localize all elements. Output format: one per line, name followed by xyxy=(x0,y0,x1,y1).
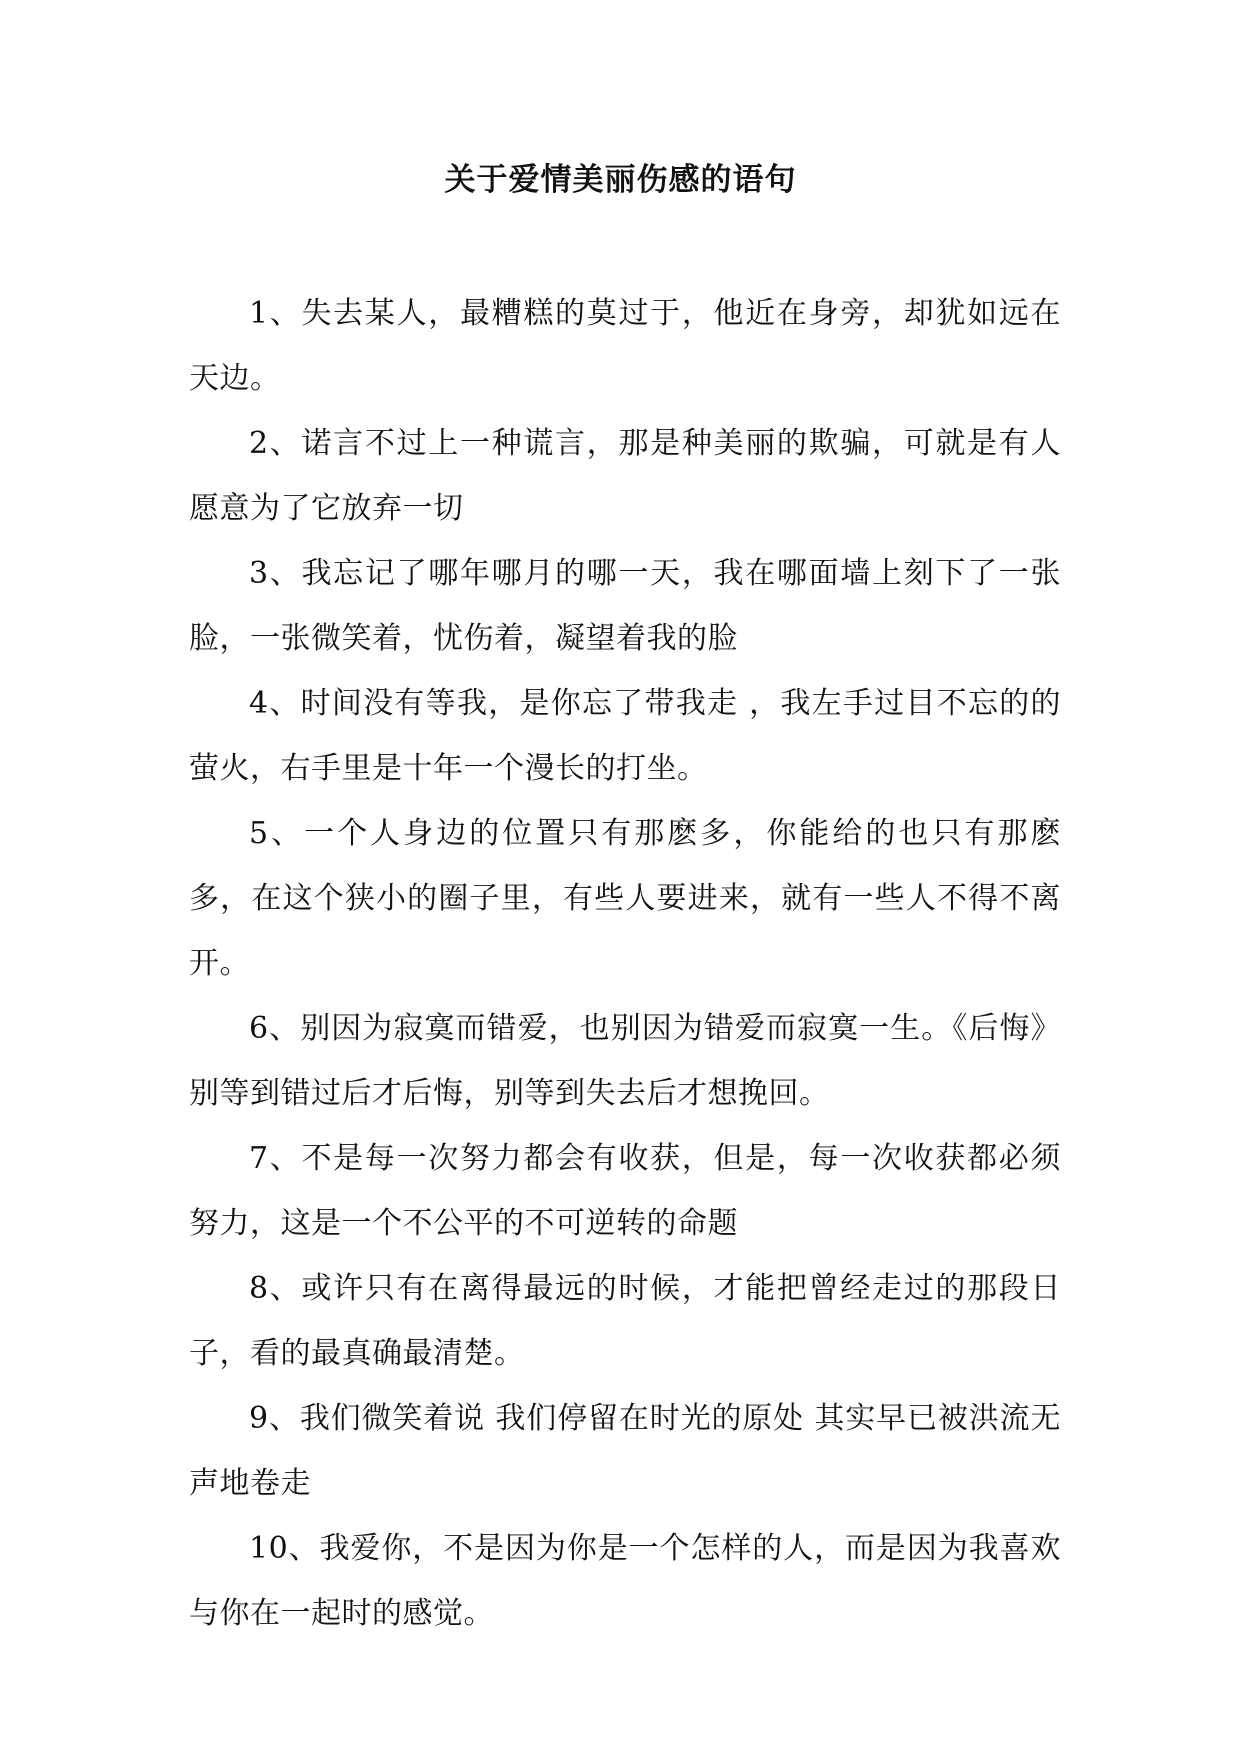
paragraph-5: 5、一个人身边的位置只有那麽多，你能给的也只有那麽多，在这个狭小的圈子里，有些人要进来，就有一些人不得不离开。 xyxy=(189,816,1061,981)
paragraph-9: 9、我们微笑着说 我们停留在时光的原处 其实早已被洪流无声地卷走 xyxy=(189,1401,1061,1501)
document-title: 关于爱情美丽伤感的语句 xyxy=(444,162,797,198)
paragraph-4: 4、时间没有等我，是你忘了带我走 ，我左手过目不忘的的萤火，右手里是十年一个漫长的打坐。 xyxy=(189,686,1061,786)
document-body xyxy=(189,281,1061,1646)
paragraph-2: 2、诺言不过上一种谎言，那是种美丽的欺骗，可就是有人愿意为了它放弃一切 xyxy=(189,426,1061,526)
paragraph-8: 8、或许只有在离得最远的时候，才能把曾经走过的那段日子，看的最真确最清楚。 xyxy=(189,1271,1061,1371)
paragraph-6: 6、别因为寂寞而错爱，也别因为错爱而寂寞一生。《后悔》别等到错过后才后悔，别等到失去后才想挽回。 xyxy=(189,1011,1061,1111)
paragraph-7: 7、不是每一次努力都会有收获，但是，每一次收获都必须努力，这是一个不公平的不可逆转的命题 xyxy=(189,1141,1061,1241)
paragraph-3: 3、我忘记了哪年哪月的哪一天，我在哪面墙上刻下了一张脸，一张微笑着，忧伤着，凝望着我的脸 xyxy=(189,556,1061,656)
paragraph-10: 10、我爱你，不是因为你是一个怎样的人，而是因为我喜欢与你在一起时的感觉。 xyxy=(189,1531,1061,1631)
paragraph-1: 1、失去某人，最糟糕的莫过于，他近在身旁，却犹如远在天边。 xyxy=(189,296,1061,396)
